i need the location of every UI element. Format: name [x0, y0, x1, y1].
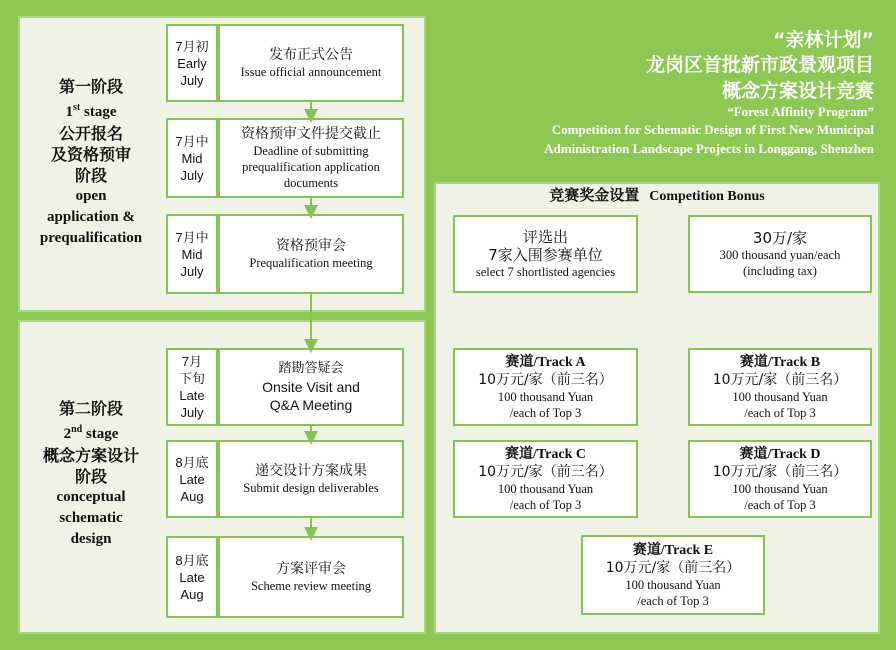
stage1-zh3: 及资格预审: [50, 145, 131, 164]
bonus-heading: 竞赛奖金设置 Competition Bonus: [549, 186, 765, 204]
stage1-step1-event: 发布正式公告 Issue official announcement: [218, 24, 404, 102]
track-b-box: 赛道/Track B 10万元/家（前三名） 100 thousand Yuan /each of Top 3: [688, 348, 872, 426]
track-c-box: 赛道/Track C 10万元/家（前三名） 100 thousand Yuan /each of Top 3: [453, 440, 638, 518]
stage1-en3: prequalification: [39, 230, 143, 246]
title-line2-zh: 概念方案设计竞赛: [721, 80, 874, 102]
stage2-step3-event: 方案评审会 Scheme review meeting: [218, 536, 404, 618]
stage2-step3-date: 8月底 Late Aug: [166, 536, 218, 618]
title-quote-en: “Forest Affinity Program”: [727, 104, 874, 119]
stage1-en1: open: [75, 188, 107, 204]
track-e-box: 赛道/Track E 10万元/家（前三名） 100 thousand Yuan /each of Top 3: [581, 535, 765, 615]
stage1-zh1: 第一阶段: [58, 77, 123, 96]
stage1-zh2: 公开报名: [58, 124, 123, 143]
title-line2-en: Administration Landscape Projects in Longgang, Shenzhen: [544, 141, 874, 156]
stage2-step2-date: 8月底 Late Aug: [166, 440, 218, 518]
stage1-step2-event: 资格预审文件提交截止 Deadline of submitting prequalification application documents: [218, 118, 404, 198]
stage2-zh2: 概念方案设计: [42, 446, 139, 465]
stage1-label: [24, 76, 158, 249]
stage2-zh3: 阶段: [74, 467, 107, 486]
title-line1-en: Competition for Schematic Design of First New Municipal: [551, 122, 874, 137]
stage2-label: [24, 398, 158, 550]
stage2-en2: schematic: [59, 510, 123, 526]
title-line1-zh: 龙岗区首批新市政景观项目: [645, 54, 874, 76]
stage1-en2: application &: [47, 209, 135, 225]
track-d-box: 赛道/Track D 10万元/家（前三名） 100 thousand Yuan /each of Top 3: [688, 440, 872, 518]
stage2-number: 2nd stage: [63, 424, 119, 442]
stage2-step1-date: 7月 下旬 Late July: [166, 348, 218, 426]
fee-box: 30万/家 300 thousand yuan/each (including tax): [688, 215, 872, 293]
competition-title: [544, 28, 874, 158]
stage2-step1-event: 踏勘答疑会 Onsite Visit and Q&A Meeting: [218, 348, 404, 426]
stage1-number: 1st stage: [65, 102, 117, 120]
title-quote-zh: “亲林计划”: [773, 29, 874, 51]
stage2-zh1: 第二阶段: [58, 399, 123, 418]
stage1-step1-date: 7月初 Early July: [166, 24, 218, 102]
shortlist-box: 评选出 7家入围参赛单位 select 7 shortlisted agencies: [453, 215, 638, 293]
stage1-step3-date: 7月中 Mid July: [166, 214, 218, 294]
stage2-en3: design: [70, 531, 112, 547]
stage2-step2-event: 递交设计方案成果 Submit design deliverables: [218, 440, 404, 518]
stage1-step2-date: 7月中 Mid July: [166, 118, 218, 198]
track-a-box: 赛道/Track A 10万元/家（前三名） 100 thousand Yuan /each of Top 3: [453, 348, 638, 426]
stage1-step3-event: 资格预审会 Prequalification meeting: [218, 214, 404, 294]
stage1-zh4: 阶段: [74, 166, 107, 185]
stage2-en1: conceptual: [56, 489, 126, 505]
